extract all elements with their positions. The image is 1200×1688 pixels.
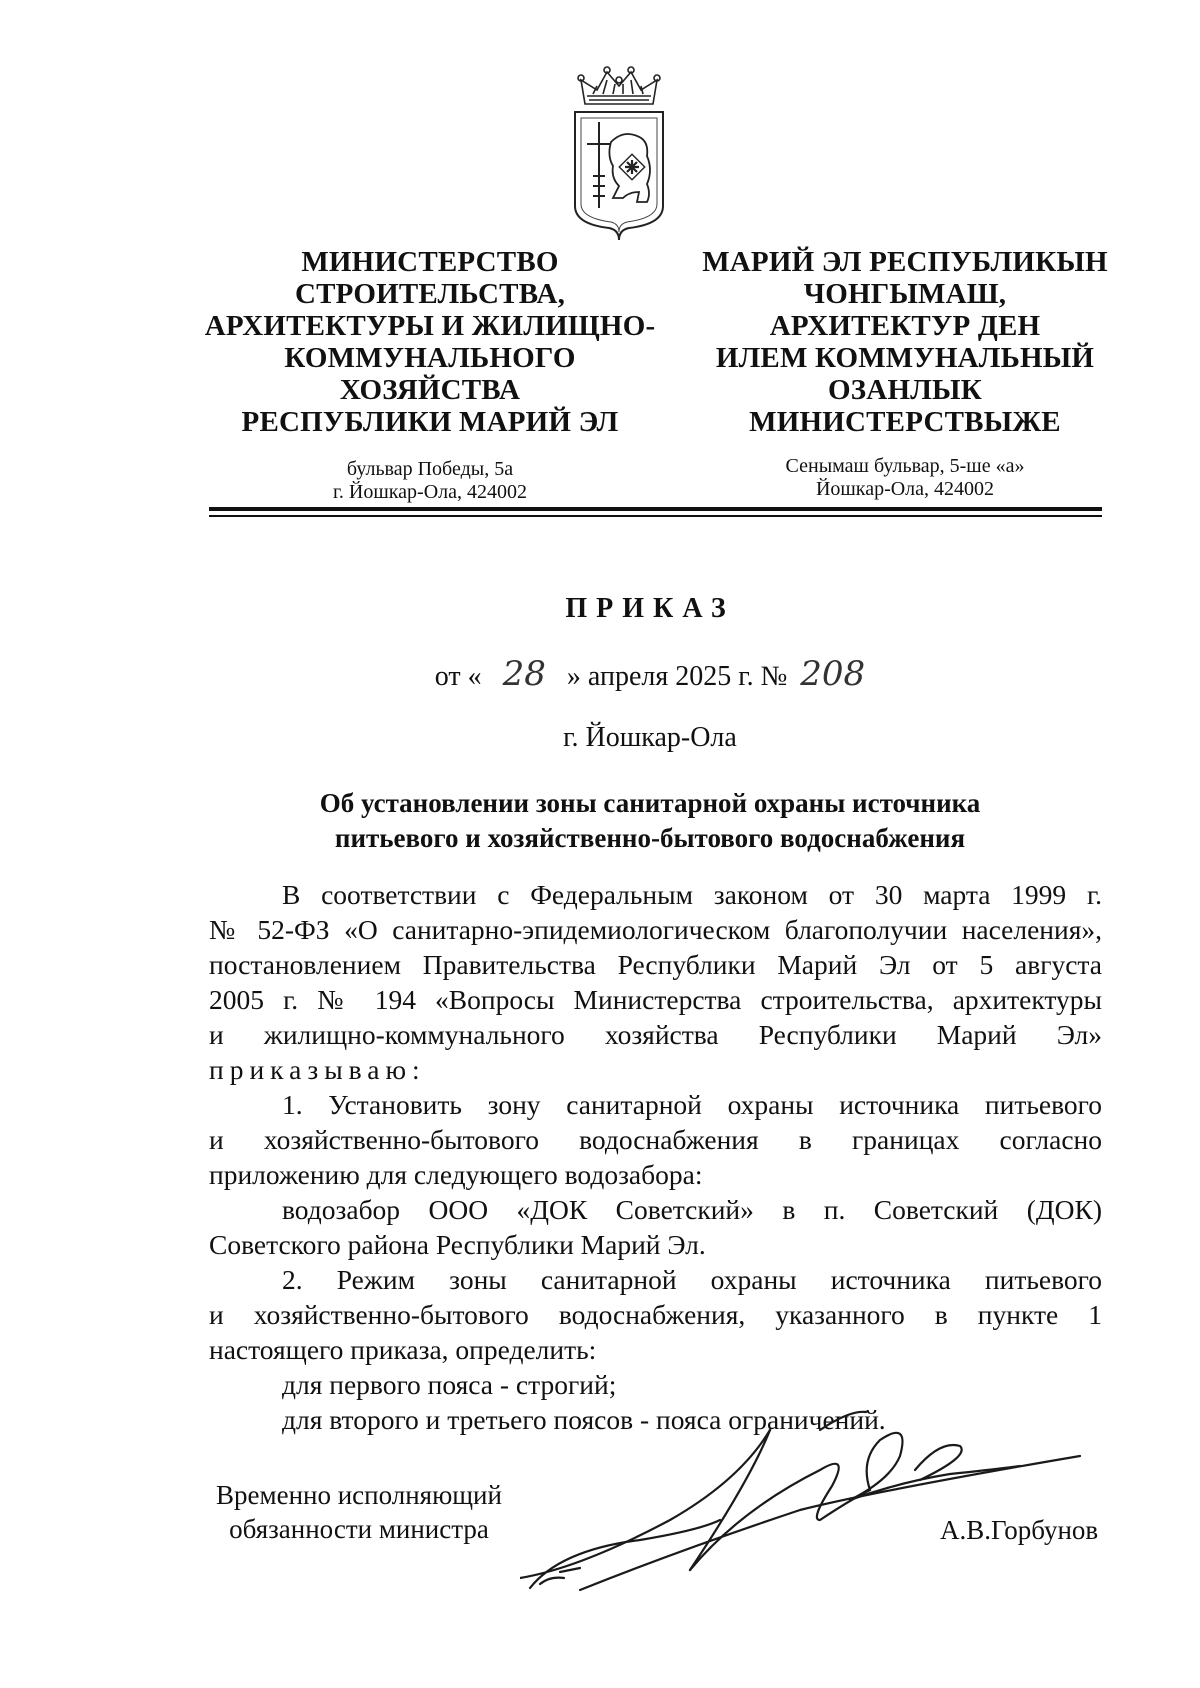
header-line: РЕСПУБЛИКИ МАРИЙ ЭЛ: [241, 406, 619, 438]
header-line: ИЛЕМ КОММУНАЛЬНЫЙ: [715, 342, 1095, 374]
body-line: для первого пояса - строгий;: [282, 1369, 617, 1400]
header-line: МИНИСТЕРСТВЫЖЕ: [749, 406, 1061, 438]
address-line: Сенымаш бульвар, 5-ше «а»: [785, 455, 1025, 477]
position-line: Временно исполняющий: [216, 1480, 502, 1510]
coat-of-arms-emblem: [567, 66, 671, 242]
body-line: и хозяйственно-бытового водоснабжения, указанного в пункте 1: [209, 1299, 1102, 1330]
body-line: приложению для следующего водозабора:: [209, 1159, 703, 1190]
document-title: ПРИКАЗ: [565, 593, 735, 624]
address-line: бульвар Победы, 5а: [346, 458, 514, 480]
body-line: В соответствии с Федеральным законом от 30 марта 1999 г.: [282, 879, 1102, 910]
body-line: водозабор ООО «ДОК Советский» в п. Советский (ДОК): [282, 1194, 1102, 1225]
header-line: ОЗАНЛЫК: [828, 374, 982, 406]
address-line: г. Йошкар-Ола, 424002: [332, 481, 528, 503]
handwritten-signature: [520, 1400, 1100, 1600]
body-line: 2. Режим зоны санитарной охраны источника питьевого: [282, 1264, 1102, 1295]
document-body: [209, 877, 1102, 1437]
body-line: для второго и третьего поясов - пояса ограничений.: [282, 1404, 886, 1435]
header-line: АРХИТЕКТУРЫ И ЖИЛИЩНО-: [204, 310, 656, 342]
signatory-position: [209, 1478, 509, 1546]
body-line: Советского района Республики Марий Эл.: [209, 1229, 706, 1260]
body-line: 1. Установить зону санитарной охраны источника питьевого: [282, 1089, 1102, 1120]
header-line: ЧОНГЫМАШ,: [803, 278, 1007, 310]
header-line: ХОЗЯЙСТВА: [339, 374, 521, 406]
signatory-name: А.В.Горбунов: [940, 1515, 1099, 1545]
document-city: г. Йошкар-Ола: [563, 722, 737, 753]
header-line: КОММУНАЛЬНОГО: [284, 342, 576, 374]
subject-line: Об установлении зоны санитарной охраны источника: [319, 788, 981, 818]
handwritten-day: 28: [502, 654, 546, 694]
body-line: постановлением Правительства Республики Марий Эл от 5 августа: [209, 949, 1102, 980]
header-line: АРХИТЕКТУР ДЕН: [769, 310, 1041, 342]
header-divider-thin: [209, 515, 1102, 517]
handwritten-number: 208: [800, 654, 866, 694]
header-line: МИНИСТЕРСТВО: [301, 246, 559, 278]
body-line: и жилищно-коммунального хозяйства Республики Марий Эл»: [209, 1019, 1102, 1050]
subject-line: питьевого и хозяйственно-бытового водоснабжения: [334, 823, 966, 853]
header-line: СТРОИТЕЛЬСТВА,: [294, 278, 566, 310]
header-line: МАРИЙ ЭЛ РЕСПУБЛИКЫН: [702, 246, 1108, 278]
body-line: № 52-ФЗ «О санитарно-эпидемиологическом благополучии населения»,: [209, 914, 1102, 945]
body-line: 2005 г. № 194 «Вопросы Министерства строительства, архитектуры: [209, 984, 1102, 1015]
address-mari: [740, 455, 1070, 501]
date-middle: » апреля 2025 г. №: [566, 661, 788, 692]
address-russian: [280, 458, 580, 504]
address-line: Йошкар-Ола, 424002: [815, 478, 995, 500]
document-date-line: [300, 654, 1000, 694]
ministry-name-russian: [180, 246, 680, 438]
body-line-order-word: приказываю:: [209, 1054, 426, 1085]
date-prefix: от «: [434, 661, 482, 692]
ministry-name-mari: [680, 246, 1130, 438]
header-divider-thick: [209, 507, 1102, 511]
position-line: обязанности министра: [229, 1514, 489, 1544]
document-subject: [240, 786, 1060, 856]
body-line: настоящего приказа, определить:: [209, 1334, 597, 1365]
body-line: и хозяйственно-бытового водоснабжения в границах согласно: [209, 1124, 1102, 1155]
